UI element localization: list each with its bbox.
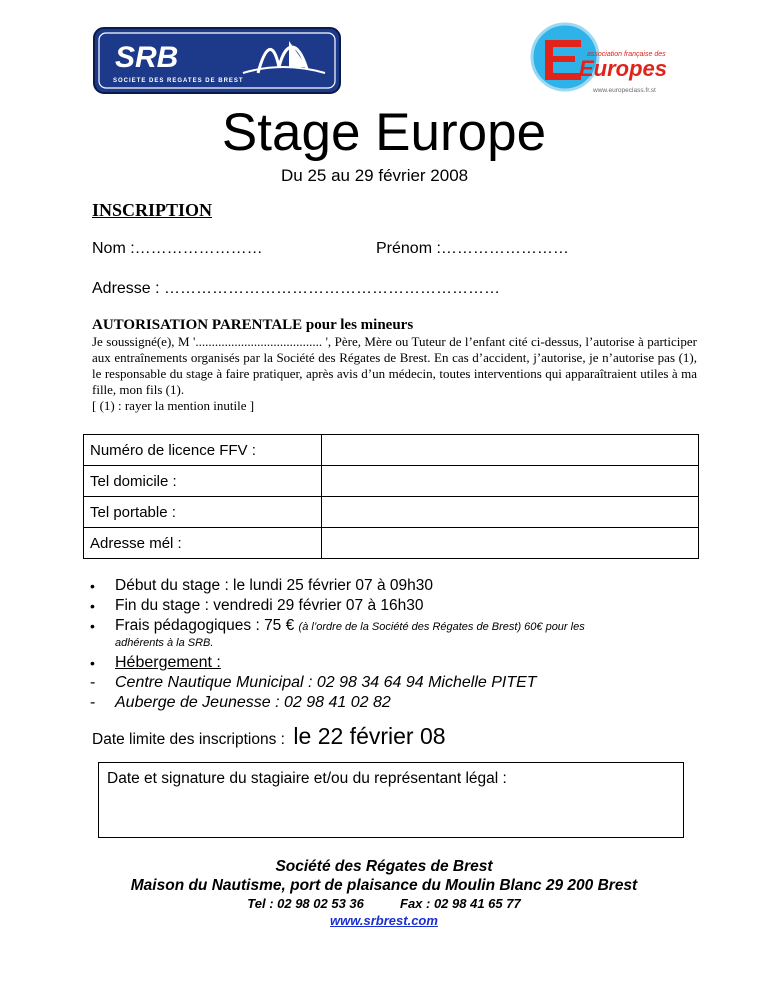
list-item xyxy=(90,693,710,713)
list-item xyxy=(90,576,710,596)
licence-label: Numéro de licence FFV : xyxy=(84,435,322,466)
page-title: Stage Europe xyxy=(221,103,547,162)
authorization-text xyxy=(92,334,697,414)
stage-info-list xyxy=(90,576,710,713)
deadline-value: le 22 février 08 xyxy=(293,723,446,749)
bullet-icon: • xyxy=(90,655,95,671)
authorization-body: Je soussigné(e), M '....................................... ', Père, Mère ou Tuteur de l’enfant cité ci-dessus, l’autorise à participer aux entraînements organisés par la Société des Régates de Brest. En cas d’accident, j’autorise, je n’autorise pas (1), le responsable du stage à faire pratiquer, après avis d’un médecin, toutes interventions qui apparaîtraient utiles à ma fille, mon fils (1). xyxy=(92,334,697,397)
contact-table xyxy=(83,434,699,559)
list-item xyxy=(90,616,710,637)
bullet-icon: • xyxy=(90,598,95,614)
europe-logo-assoc: association française des xyxy=(587,51,666,58)
fees-main: Frais pédagogiques : 75 € xyxy=(115,617,295,634)
table-row xyxy=(84,528,699,559)
signature-label: Date et signature du stagiaire et/ou du représentant légal : xyxy=(107,770,507,787)
lodging-2: Auberge de Jeunesse : 02 98 41 02 82 xyxy=(115,694,391,711)
tel-domicile-label: Tel domicile : xyxy=(84,466,322,497)
email-label: Adresse mél : xyxy=(84,528,322,559)
end-text: Fin du stage : vendredi 29 février 07 à 16h30 xyxy=(115,597,424,614)
tel-portable-label: Tel portable : xyxy=(84,497,322,528)
start-text: Début du stage : le lundi 25 février 07 à 09h30 xyxy=(115,577,433,594)
tel-domicile-input[interactable] xyxy=(322,466,699,497)
stage-dates: Du 25 au 29 février 2008 xyxy=(281,166,469,185)
adresse-field[interactable]: Adresse : ……………………………………………………… xyxy=(92,280,501,297)
list-item xyxy=(90,673,710,693)
srb-logo xyxy=(93,27,341,94)
email-input[interactable] xyxy=(322,528,699,559)
dash-icon: - xyxy=(90,674,96,691)
nom-field[interactable]: Nom :…………………… xyxy=(92,240,263,257)
srb-logo-subtitle: SOCIETE DES REGATES DE BREST xyxy=(113,78,244,84)
dash-icon: - xyxy=(90,694,96,711)
fees-detail-cont: adhérents à la SRB. xyxy=(115,637,214,649)
list-item xyxy=(90,653,710,673)
footer-address: Maison du Nautisme, port de plaisance du Moulin Blanc 29 200 Brest xyxy=(130,877,638,894)
deadline xyxy=(92,723,446,750)
europe-logo-name: Europes xyxy=(579,56,668,81)
deadline-label: Date limite des inscriptions : xyxy=(92,731,285,748)
prenom-field[interactable]: Prénom :…………………… xyxy=(376,240,569,257)
signature-box[interactable] xyxy=(98,762,684,838)
list-item xyxy=(90,596,710,616)
lodging-title: Hébergement : xyxy=(115,654,221,671)
table-row xyxy=(84,466,699,497)
table-row xyxy=(84,435,699,466)
tel-portable-input[interactable] xyxy=(322,497,699,528)
licence-input[interactable] xyxy=(322,435,699,466)
srb-logo-text: SRB xyxy=(115,41,179,74)
section-title-inscription: INSCRIPTION xyxy=(92,200,213,220)
bullet-icon: • xyxy=(90,578,95,594)
footer-org: Société des Régates de Brest xyxy=(275,858,493,875)
table-row xyxy=(84,497,699,528)
fees-detail: (à l’ordre de la Société des Régates de Brest) 60€ pour les xyxy=(298,621,585,633)
europe-logo-url: www.europeclass.fr.st xyxy=(593,87,656,94)
lodging-1: Centre Nautique Municipal : 02 98 34 64 94 Michelle PITET xyxy=(115,674,537,691)
footer-phones: Tel : 02 98 02 53 36 Fax : 02 98 41 65 77 xyxy=(247,896,521,911)
authorization-note: [ (1) : rayer la mention inutile ] xyxy=(92,398,255,413)
europe-logo xyxy=(527,20,677,98)
bullet-icon: • xyxy=(90,618,95,634)
authorization-title: AUTORISATION PARENTALE pour les mineurs xyxy=(92,317,414,333)
footer xyxy=(0,857,768,929)
footer-website-link[interactable]: www.srbrest.com xyxy=(330,913,438,928)
